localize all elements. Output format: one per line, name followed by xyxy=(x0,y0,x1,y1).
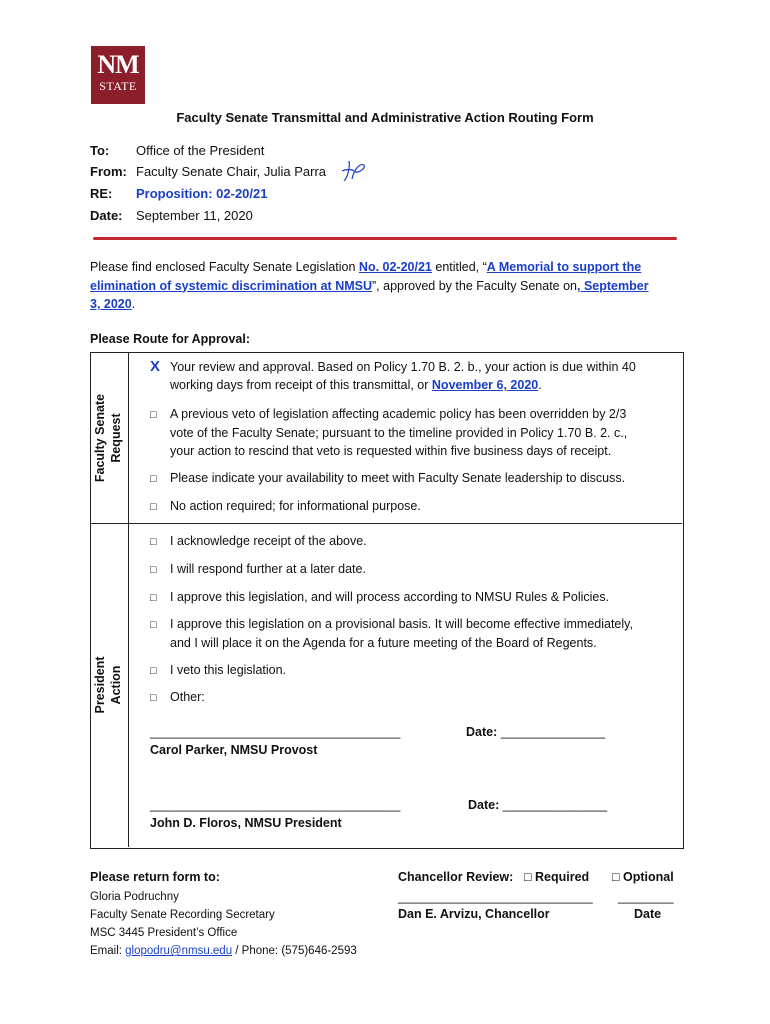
return-name: Gloria Podruchny xyxy=(90,891,179,903)
faculty-senate-request-label xyxy=(92,373,126,503)
re-row xyxy=(90,186,267,201)
table-column-divider xyxy=(128,352,129,847)
president-item-veto xyxy=(150,661,680,680)
checkbox[interactable]: □ xyxy=(150,501,157,513)
chancellor-signature-line[interactable]: ____________________________ xyxy=(398,890,593,904)
route-heading: Please Route for Approval: xyxy=(90,332,250,346)
chancellor-date-line[interactable]: ________ xyxy=(618,890,674,904)
checkbox[interactable]: □ xyxy=(150,665,157,677)
date-label: Date: xyxy=(90,208,123,223)
from-label: From: xyxy=(90,164,127,179)
to-row xyxy=(90,143,264,158)
item-text: Please indicate your availability to meet with Faculty Senate leadership to discuss. xyxy=(170,471,626,485)
item-text: I will respond further at a later date. xyxy=(170,562,366,576)
item-text: Other: xyxy=(170,690,205,704)
memorial-title-link[interactable]: A Memorial to support the xyxy=(486,260,642,274)
logo-text-state: STATE xyxy=(99,79,137,93)
item-text: A previous veto of legislation affecting academic policy has been overridden by 2/3 xyxy=(170,407,627,421)
president-date-field[interactable]: _______________ xyxy=(502,798,608,812)
president-signature-line[interactable]: ____________________________________ xyxy=(150,798,401,812)
senate-item-veto-override xyxy=(150,405,680,460)
checkbox[interactable]: □ xyxy=(150,619,157,631)
item-text: vote of the Faculty Senate; pursuant to the timeline provided in Policy 1.70 B. 2. c., xyxy=(170,426,628,440)
checkbox[interactable]: □ xyxy=(150,564,157,576)
item-text: working days from receipt of this transmittal, or xyxy=(170,378,432,392)
senate-item-meet xyxy=(150,469,680,488)
president-item-acknowledge xyxy=(150,532,680,551)
required-checkbox[interactable]: □ Required xyxy=(524,870,590,884)
memorial-title-link-cont[interactable]: elimination of systemic discrimination at NMSU xyxy=(90,278,373,293)
senate-label-line2: Request xyxy=(109,413,123,463)
legislation-link[interactable]: No. 02-20/21 xyxy=(358,260,432,274)
from-row xyxy=(90,164,326,179)
president-item-approve xyxy=(150,588,680,607)
to-value: Office of the President xyxy=(136,143,265,158)
president-item-provisional xyxy=(150,615,680,652)
intro-text-4: . xyxy=(131,297,136,311)
item-text: . xyxy=(538,378,542,392)
checkbox[interactable]: □ xyxy=(150,409,157,421)
item-text: No action required; for informational purpose. xyxy=(170,499,421,513)
intro-text-3: ”, approved by the Faculty Senate on xyxy=(372,278,578,293)
checkbox[interactable]: □ xyxy=(150,473,157,485)
president-date-label xyxy=(468,798,607,812)
item-text: I acknowledge receipt of the above. xyxy=(170,534,367,548)
to-label: To: xyxy=(90,143,110,158)
provost-signature-line[interactable]: ____________________________________ xyxy=(150,725,401,739)
checkbox[interactable]: □ xyxy=(150,536,157,548)
chancellor-date-label: Date xyxy=(634,907,662,921)
intro-paragraph xyxy=(90,258,680,314)
due-date: November 6, 2020 xyxy=(431,378,539,392)
senate-item-no-action xyxy=(150,497,680,516)
checked-checkbox[interactable]: X xyxy=(150,358,161,375)
president-label-line1: President xyxy=(93,656,107,714)
senate-label-line1: Faculty Senate xyxy=(93,393,107,483)
email-label: Email: xyxy=(90,945,126,957)
chancellor-name: Dan E. Arvizu, Chancellor xyxy=(398,907,550,921)
return-heading: Please return form to: xyxy=(90,870,220,884)
initials-signature xyxy=(338,157,368,185)
item-text: your action to rescind that veto is requested within five business days of receipt. xyxy=(170,444,612,458)
nmsu-logo xyxy=(91,46,145,104)
senate-item-review xyxy=(150,358,680,394)
approval-date-cont: 3, 2020 xyxy=(90,297,132,311)
item-text: I approve this legislation on a provisional basis. It will become effective immediately, xyxy=(170,617,633,631)
divider xyxy=(93,237,677,240)
provost-name: Carol Parker, NMSU Provost xyxy=(150,743,318,757)
intro-text-1: Please find enclosed Faculty Senate Legislation xyxy=(90,260,359,274)
president-label-line2: Action xyxy=(109,665,123,705)
email-link[interactable]: glopodru@nmsu.edu xyxy=(125,945,233,957)
chancellor-review-label: Chancellor Review: xyxy=(398,870,514,884)
return-contact xyxy=(90,942,357,960)
checkbox[interactable]: □ xyxy=(150,592,157,604)
approval-date: , September xyxy=(577,278,649,293)
phone-text: / Phone: (575)646-2593 xyxy=(232,945,357,957)
re-value: Proposition: 02-20/21 xyxy=(136,186,268,201)
intro-text-2: entitled, “ xyxy=(431,260,487,274)
president-item-other xyxy=(150,688,680,707)
table-row-divider xyxy=(90,523,682,524)
return-office: MSC 3445 President’s Office xyxy=(90,927,238,939)
item-text: I approve this legislation, and will process according to NMSU Rules & Policies. xyxy=(170,590,610,604)
date-label: Date: xyxy=(468,798,500,812)
item-text: and I will place it on the Agenda for a future meeting of the Board of Regents. xyxy=(170,636,597,650)
date-value: September 11, 2020 xyxy=(136,208,253,223)
provost-date-field[interactable]: _______________ xyxy=(500,725,606,739)
re-label: RE: xyxy=(90,186,113,201)
president-name: John D. Floros, NMSU President xyxy=(150,816,342,830)
item-text: I veto this legislation. xyxy=(170,663,287,677)
item-text: Your review and approval. Based on Policy 1.70 B. 2. b., your action is due within 40 xyxy=(170,360,636,374)
president-item-respond-later xyxy=(150,560,680,579)
date-row xyxy=(90,208,253,223)
form-title: Faculty Senate Transmittal and Administrative Action Routing Form xyxy=(176,110,594,125)
return-role: Faculty Senate Recording Secretary xyxy=(90,909,275,921)
checkbox[interactable]: □ xyxy=(150,692,157,704)
optional-checkbox[interactable]: □ Optional xyxy=(612,870,674,884)
president-action-label xyxy=(92,630,126,740)
date-label: Date: xyxy=(466,725,498,739)
logo-text-nm: NM xyxy=(97,50,139,79)
from-value: Faculty Senate Chair, Julia Parra xyxy=(136,164,327,179)
provost-date-label xyxy=(466,725,605,739)
